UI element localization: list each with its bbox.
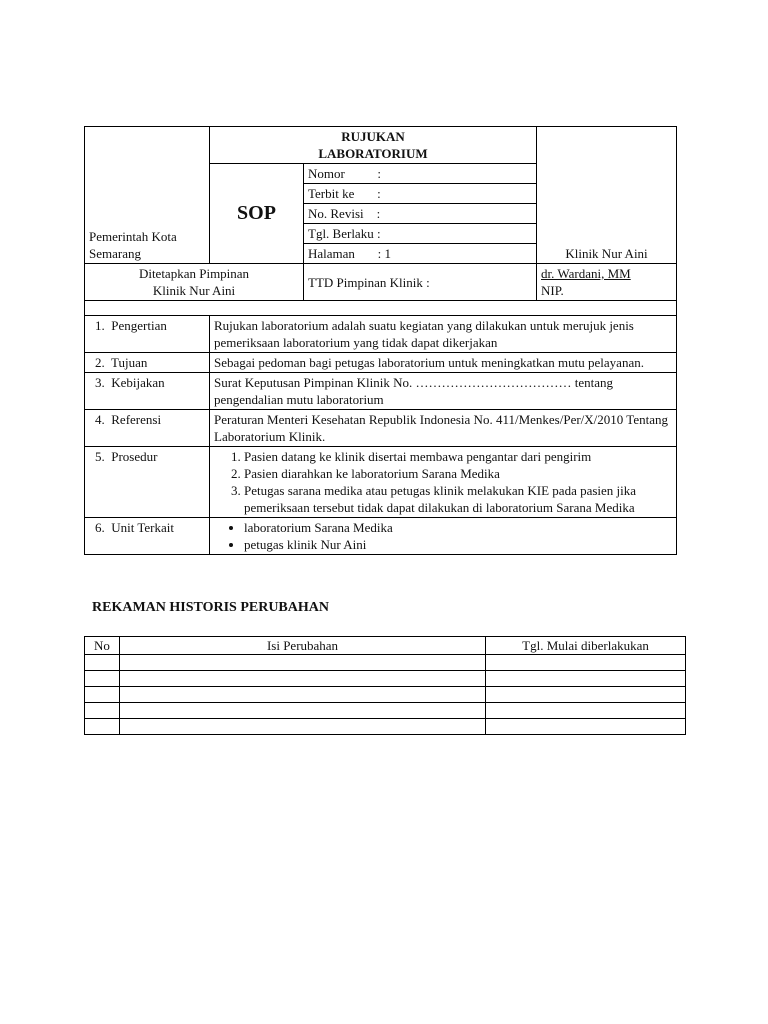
unit-list	[214, 519, 672, 553]
document-title: RUJUKAN LABORATORIUM	[210, 127, 537, 164]
procedure-list	[214, 448, 672, 516]
section-text: Rujukan laboratorium adalah suatu kegiatan yang dilakukan untuk merujuk jenis pemeriksaan laboratorium yang tidak dapat dikerjakan	[210, 316, 677, 353]
section-text: Sebagai pedoman bagi petugas laboratorium untuk meningkatkan mutu pelayanan.	[210, 353, 677, 373]
section-label: 3. Kebijakan	[85, 373, 210, 410]
spacer-row	[85, 301, 677, 316]
procedure-list-cell	[210, 447, 677, 518]
signer-nip: NIP.	[541, 283, 564, 298]
sop-label: SOP	[210, 164, 304, 264]
table-row	[85, 671, 686, 687]
section-label: 1. Pengertian	[85, 316, 210, 353]
signature-label: TTD Pimpinan Klinik :	[304, 264, 537, 301]
history-table	[84, 636, 686, 735]
table-row	[85, 703, 686, 719]
field-nomor: Nomor :	[304, 164, 537, 184]
field-halaman: Halaman : 1	[304, 244, 537, 264]
section-label: 6. Unit Terkait	[85, 518, 210, 555]
right-org-cell	[537, 127, 677, 264]
list-item: 1. Pasien datang ke klinik disertai membawa pengantar dari pengirim	[244, 448, 672, 465]
signer-cell	[537, 264, 677, 301]
field-terbit: Terbit ke :	[304, 184, 537, 204]
unit-list-cell	[210, 518, 677, 555]
list-item: • laboratorium Sarana Medika	[244, 519, 672, 536]
section-label: 2. Tujuan	[85, 353, 210, 373]
column-header-no: No	[85, 637, 120, 655]
list-item: 2. Pasien diarahkan ke laboratorium Sarana Medika	[244, 465, 672, 482]
set-by-cell: Ditetapkan Pimpinan Klinik Nur Aini	[85, 264, 304, 301]
column-header-change: Isi Perubahan	[120, 637, 486, 655]
section-label: 5. Prosedur	[85, 447, 210, 518]
left-org: Pemerintah Kota Semarang	[89, 229, 177, 261]
table-row	[85, 655, 686, 671]
table-row	[85, 687, 686, 703]
table-row	[85, 719, 686, 735]
list-item: 3. Petugas sarana medika atau petugas klinik melakukan KIE pada pasien jika pemeriksaan tersebut tidak dapat dilakukan di laboratorium Sarana Medika	[244, 482, 672, 516]
signer-name: dr. Wardani, MM	[541, 266, 631, 281]
section-text: Peraturan Menteri Kesehatan Republik Indonesia No. 411/Menkes/Per/X/2010 Tentang Laboratorium Klinik.	[210, 410, 677, 447]
history-heading: REKAMAN HISTORIS PERUBAHAN	[92, 600, 329, 615]
right-org: Klinik Nur Aini	[565, 246, 648, 261]
field-berlaku: Tgl. Berlaku :	[304, 224, 537, 244]
section-text: Surat Keputusan Pimpinan Klinik No. ……………………………… tentang pengendalian mutu laboratorium	[210, 373, 677, 410]
list-item: • petugas klinik Nur Aini	[244, 536, 672, 553]
sop-header-table	[84, 126, 677, 555]
section-label: 4. Referensi	[85, 410, 210, 447]
column-header-date: Tgl. Mulai diberlakukan	[486, 637, 686, 655]
field-revisi: No. Revisi :	[304, 204, 537, 224]
left-org-cell	[85, 127, 210, 264]
